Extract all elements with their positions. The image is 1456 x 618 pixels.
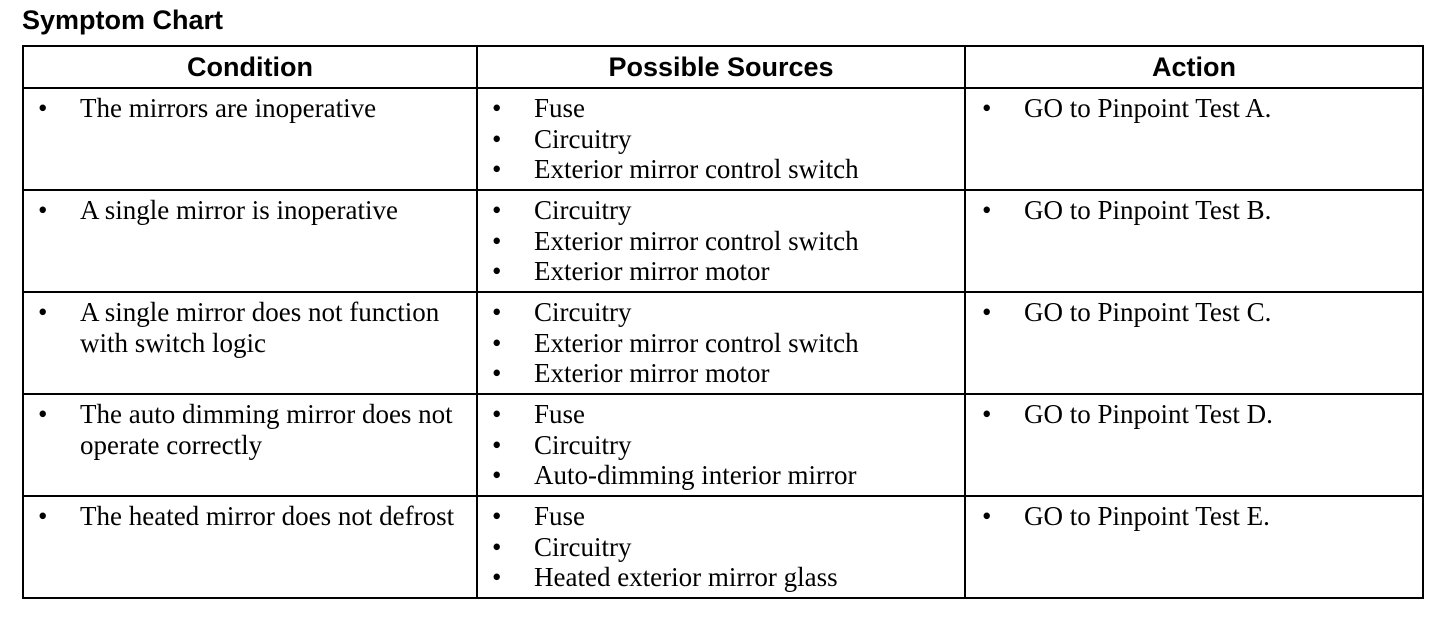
action-text: • GO to Pinpoint Test B. [966,195,1422,226]
action-cell [965,88,1423,190]
source-item: • Circuitry [478,195,964,226]
table-row [23,292,1423,394]
condition-text: • The mirrors are inoperative [24,93,476,124]
source-item: • Fuse [478,93,964,124]
action-cell [965,190,1423,292]
source-item: • Exterior mirror control switch [478,154,964,185]
source-item: • Exterior mirror motor [478,256,964,287]
table-row [23,496,1423,598]
source-item: • Heated exterior mirror glass [478,562,964,593]
action-text: • GO to Pinpoint Test E. [966,501,1422,532]
sources-cell [477,394,965,496]
action-cell [965,496,1423,598]
source-item: • Fuse [478,501,964,532]
condition-text: • The heated mirror does not defrost [24,501,476,532]
source-item: • Circuitry [478,124,964,155]
sources-cell [477,88,965,190]
condition-cell [23,88,477,190]
table-header-row [23,46,1423,88]
action-cell [965,394,1423,496]
table-row [23,88,1423,190]
source-item: • Circuitry [478,297,964,328]
source-item: • Exterior mirror control switch [478,226,964,257]
source-item: • Auto-dimming interior mirror [478,460,964,491]
condition-cell [23,190,477,292]
source-item: • Circuitry [478,430,964,461]
symptom-chart-table [22,45,1424,599]
table-row [23,190,1423,292]
condition-cell [23,394,477,496]
condition-cell [23,496,477,598]
action-cell [965,292,1423,394]
source-item: • Fuse [478,399,964,430]
page-title: Symptom Chart [22,5,224,35]
source-item: • Circuitry [478,532,964,563]
action-text: • GO to Pinpoint Test D. [966,399,1422,430]
sources-cell [477,292,965,394]
table-row [23,394,1423,496]
sources-cell [477,496,965,598]
header-possible-sources: Possible Sources [477,46,965,88]
action-text: • GO to Pinpoint Test C. [966,297,1422,328]
sources-cell [477,190,965,292]
condition-text: • A single mirror does not function with switch logic [24,297,476,358]
source-item: • Exterior mirror motor [478,358,964,389]
action-text: • GO to Pinpoint Test A. [966,93,1422,124]
condition-text: • A single mirror is inoperative [24,195,476,226]
condition-text: • The auto dimming mirror does not operate correctly [24,399,476,460]
header-condition: Condition [23,46,477,88]
condition-cell [23,292,477,394]
header-action: Action [965,46,1423,88]
source-item: • Exterior mirror control switch [478,328,964,359]
